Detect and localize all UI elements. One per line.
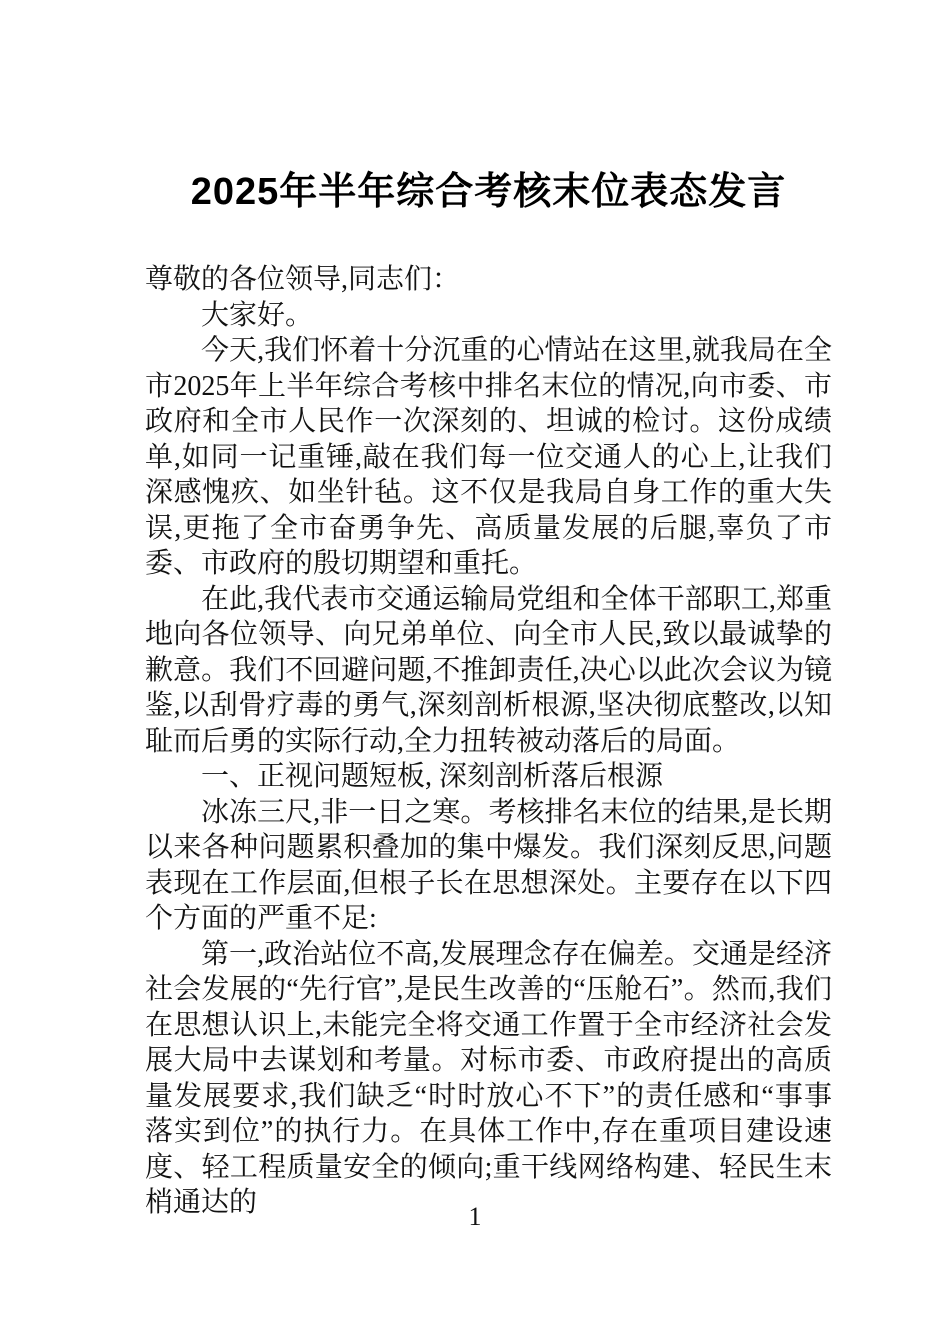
paragraph-body-3: 冰冻三尺,非一日之寒。考核排名末位的结果,是长期以来各种问题累积叠加的集中爆发。我们深刻反思,问题表现在工作层面,但根子长在思想深处。主要存在以下四个方面的严重不足:	[145, 796, 832, 934]
document-body	[145, 168, 832, 1221]
page-number: 1	[468, 1202, 482, 1231]
paragraph-body-4: 第一,政治站位不高,发展理念存在偏差。交通是经济社会发展的“先行官”,是民生改善的“压舱石”。然而,我们在思想认识上,未能完全将交通工作置于全市经济社会发展大局中去谋划和考量。对标市委、市政府提出的高质量发展要求,我们缺乏“时时放心不下”的责任感和“事事落实到位”的执行力。在具体工作中,存在重项目建设速度、轻工程质量安全的倾向;重干线网络构建、轻民生末梢通达的	[145, 938, 832, 1218]
paragraph-salutation: 尊敬的各位领导,同志们：	[145, 264, 461, 295]
paragraph-body-2: 在此,我代表市交通运输局党组和全体干部职工,郑重地向各位领导、向兄弟单位、向全市人民,致以最诚挚的歉意。我们不回避问题,不推卸责任,决心以此次会议为镜鉴,以刮骨疗毒的勇气,深刻剖析根源,坚决彻底整改,以知耻而后勇的实际行动,全力扭转被动落后的局面。	[145, 583, 832, 757]
paragraph-greeting: 大家好。	[201, 299, 314, 331]
document-title: 2025年半年综合考核末位表态发言	[190, 171, 787, 213]
paragraph-body-1: 今天,我们怀着十分沉重的心情站在这里,就我局在全市2025年上半年综合考核中排名末位的情况,向市委、市政府和全市人民作一次深刻的、坦诚的检讨。这份成绩单,如同一记重锤,敲在我们每一位交通人的心上,让我们深感愧疚、如坐针毡。这不仅是我局自身工作的重大失误,更拖了全市奋勇争先、高质量发展的后腿,辜负了市委、市政府的殷切期望和重托。	[145, 335, 832, 579]
paragraph-section-heading: 一、正视问题短板, 深刻剖析落后根源	[201, 761, 664, 792]
